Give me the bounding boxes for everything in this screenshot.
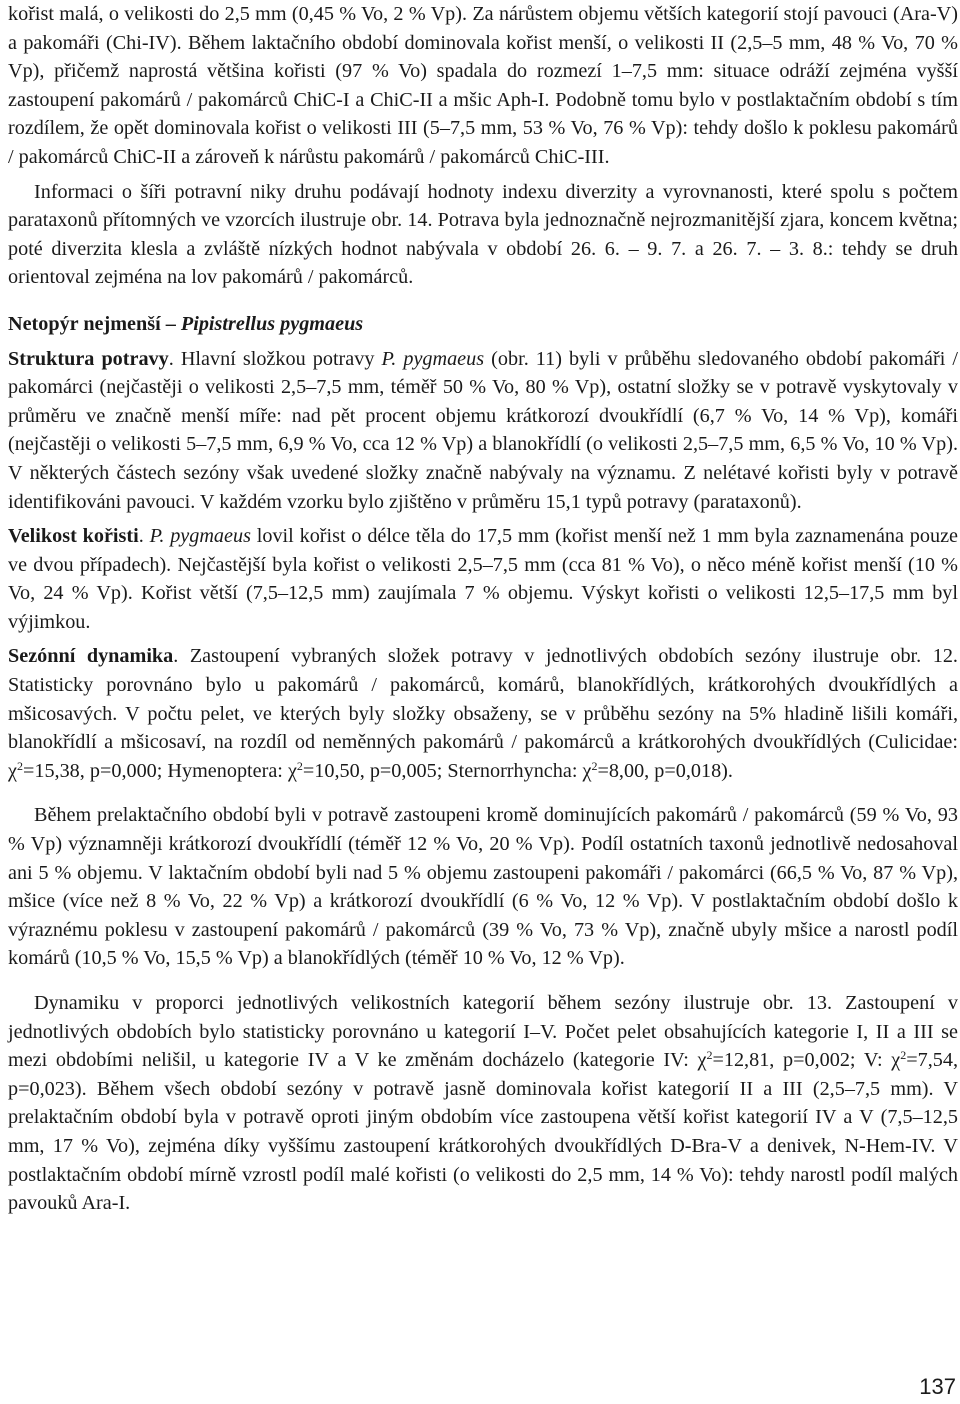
paragraph-prey-size: Velikost kořisti. P. pygmaeus lovil kořist o délce těla do 17,5 mm (kořist menší než 1 mm byla zaznamenána pouze ve dvou případech). Nejčastější byla kořist o velikosti 2,5–7,5 mm (cca 81 % Vo), o něco méně kořist menší (10 % Vo, 24 % Vp). Kořist větší (7,5–12,5 mm) zaujímala 7 % objemu. Výskyt kořisti o velikosti 12,5–17,5 mm byl výjimkou. <box>8 525 958 633</box>
paragraph-diversity: Informaci o šíři potravní niky druhu podávají hodnoty indexu diverzity a vyrovnanosti, které spolu s počtem parataxonů přítomných ve vzorcích ilustruje obr. 14. Potrava byla jednoznačně nejrozmanitější zjara, koncem května; poté diverzita klesla a zvláště nízkých hodnot nabývala v období 26. 6. – 9. 7. a 26. 7. – 3. 8.: tehdy se druh orientoval zejména na lov pakomárů / pakomárců. <box>8 180 958 289</box>
species-name: P. pygmaeus <box>381 347 485 370</box>
section-heading-pipistrellus-pygmaeus: Netopýr nejmenší – Pipistrellus pygmaeus <box>8 312 364 335</box>
label-seasonal-dynamics: Sezónní dynamika <box>8 645 174 668</box>
paragraph-diet-structure: Struktura potravy. Hlavní složkou potravy P. pygmaeus (obr. 11) byli v průběhu sledovaného období pakomáři / pakomárci (nejčastěji o velikosti 2,5–7,5 mm, téměř 50 % Vo, 80 % Vp), ostatní složky se v potravě vyskytovaly v průměru ve značně menší míře: nad pět procent objemu krátkorozí dvoukřídlí (6,7 % Vo, 14 % Vp), komáři (nejčastěji o velikosti 5–7,5 mm, 6,9 % Vo, cca 12 % Vp) a blanokřídlí (o velikosti 2,5–7,5 mm, 6,5 % Vo, 10 % Vp). V některých částech sezóny však uvedené složky značně nabývaly na významu. Z nelétavé kořisti byly v potravě identifikováni pavouci. V každém vzorku bylo zjištěno v průměru 15,1 typů potravy (parataxonů). <box>8 347 958 513</box>
label-diet-structure: Struktura potravy <box>8 347 169 370</box>
heading-latin-name: Pipistrellus pygmaeus <box>180 312 364 335</box>
paragraph-seasonal-dynamics: Sezónní dynamika. Zastoupení vybraných složek potravy v jednotlivých obdobích sezóny ilustruje obr. 12. Statisticky porovnáno bylo u pakomárů / pakomárců, komárů, blanokřídlých, krátkorohých dvoukřídlých a mšicosavých. V počtu pelet, ve kterých byly složky obsaženy, se v průběhu sezóny na 5% hladině lišili komáři, blanokřídlí a mšicosaví, na rozdíl od neměnných pakomárů / pakomárců a krátkorohých dvoukřídlých (Culicidae: $\chi^2=15,38$, p=0,000; Hymenoptera: $\chi^2=10,50$, p=0,005; Sternorrhyncha: $\chi^2=8,00$, p=0,018). <box>8 645 958 782</box>
document-page <box>8 0 958 1218</box>
page-number: 137 <box>919 1374 956 1399</box>
species-name: P. pygmaeus <box>149 525 251 548</box>
paragraph-size-category-dynamics: Dynamiku v proporci jednotlivých velikostních kategorií během sezóny ilustruje obr. 13. Zastoupení v jednotlivých obdobích bylo statisticky porovnáno u kategorií I–V. Počet pelet obsahujících kategorie I, II a III se mezi obdobími nelišil, u kategorie IV a V ke změnám docházelo (kategorie IV: $\chi^2=12,81$, p=0,002; V: $\chi^2=7,54$, p=0,023). Během všech období sezóny v potravě jasně dominovala kořist kategorií II a III (2,5–7,5 mm). V prelaktačním období byla v potravě oproti jiným obdobím více zastoupena větší kořist kategorií IV a V (7,5–12,5 mm, 17 % Vo), zejména díky vyššímu zastoupení krátkorohých dvoukřídlých D-Bra-V a denivek, N-Hem-IV. V postlaktačním období mírně vzrostl podíl malé kořisti (o velikosti do 2,5 mm, 14 % Vo): tehdy narostl podíl malých pavouků Ara-I. <box>8 992 958 1215</box>
paragraph-prey-size-lactation: kořist malá, o velikosti do 2,5 mm (0,45 % Vo, 2 % Vp). Za nárůstem objemu větších kategorií stojí pavouci (Ara-V) a pakomáři (Chi-IV). Během laktačního období dominovala kořist menší, o velikosti II (2,5–5 mm, 48 % Vo, 70 % Vp), přičemž naprostá většina kořisti (97 % Vo) spadala do rozmezí 1–7,5 mm: situace odráží zejména vyšší zastoupení pakomárů / pakomárců ChiC-I a ChiC-II a mšic Aph-I. Podobně tomu bylo v postlaktačním období s tím rozdílem, že opět dominovala kořist o velikosti III (5–7,5 mm, 53 % Vo, 76 % Vp): tehdy došlo k poklesu pakomárů / pakomárců ChiC-II a zároveň k nárůstu pakomárů / pakomárců ChiC-III. <box>8 3 958 168</box>
label-prey-size: Velikost kořisti <box>8 525 139 548</box>
paragraph-prelactation-period: Během prelaktačního období byli v potravě zastoupeni kromě dominujících pakomárů / pakomárců (59 % Vo, 93 % Vp) významněji krátkorozí dvoukřídlí (téměř 12 % Vo, 20 % Vp). Podíl ostatních taxonů jednotlivě nedosahoval ani 5 % objemu. V laktačním období byli nad 5 % objemu zastoupeni pakomáři / pakomárci (66,5 % Vo, 87 % Vp), mšice (více než 8 % Vo, 22 % Vp) a krátkorozí dvoukřídlí (6 % Vo, 12 % Vp). V postlaktačním období došlo k výraznému poklesu v zastoupení pakomárů / pakomárců (39 % Vo, 73 % Vp), značně ubyly mšice a narostl podíl komárů (10,5 % Vo, 15,5 % Vp) a blanokřídlých (téměř 10 % Vo, 12 % Vp). <box>8 804 958 970</box>
